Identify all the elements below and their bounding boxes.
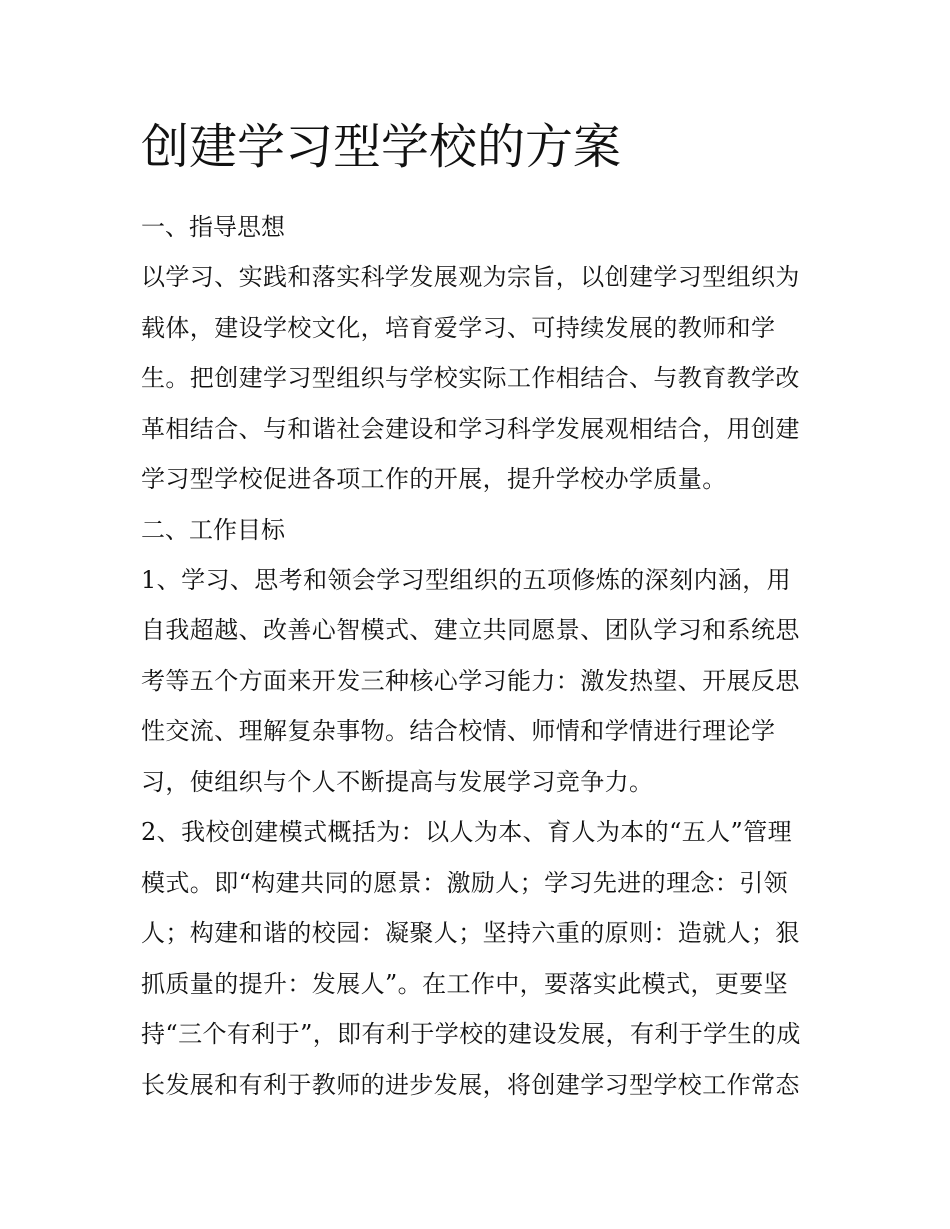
paragraph-line: 长发展和有利于教师的进步发展，将创建学习型学校工作常态 — [141, 1070, 800, 1099]
paragraph-line: 革相结合、与和谐社会建设和学习科学发展观相结合，用创建 — [141, 414, 800, 443]
paragraph-line: 性交流、理解复杂事物。结合校情、师情和学情进行理论学 — [141, 717, 776, 745]
paragraph-line: 考等五个方面来开发三种核心学习能力：激发热望、开展反思 — [141, 666, 800, 695]
paragraph-line: 学习型学校促进各项工作的开展，提升学校办学质量。 — [141, 465, 727, 493]
paragraph-line: 自我超越、改善心智模式、建立共同愿景、团队学习和系统思 — [141, 616, 800, 644]
paragraph-line: 习，使组织与个人不断提高与发展学习竞争力。 — [141, 767, 654, 796]
paragraph-line: 1、学习、思考和领会学习型组织的五项修炼的深刻内涵，用 — [141, 565, 792, 594]
paragraph-line: 持“三个有利于”，即有利于学校的建设发展，有利于学生的成 — [141, 1020, 801, 1048]
paragraph-line: 生。把创建学习型组织与学校实际工作相结合、与教育教学改 — [141, 364, 800, 392]
paragraph-line: 抓质量的提升：发展人”。在工作中，要落实此模式，更要坚 — [141, 969, 789, 998]
section-work-goals — [141, 505, 813, 1111]
paragraph-line: 以学习、实践和落实科学发展观为宗旨，以创建学习型组织为 — [141, 263, 800, 291]
document-page — [141, 112, 813, 1110]
section-heading: 二、工作目标 — [141, 515, 285, 544]
paragraph-line: 载体，建设学校文化，培育爱学习、可持续发展的教师和学 — [141, 313, 776, 342]
paragraph-line: 2、我校创建模式概括为：以人为本、育人为本的“五人”管理 — [141, 818, 793, 846]
section-heading: 一、指导思想 — [141, 213, 285, 241]
section-guiding-ideology — [141, 202, 813, 505]
paragraph-line: 模式。即“构建共同的愿景：激励人；学习先进的理念：引领 — [141, 868, 789, 897]
document-title: 创建学习型学校的方案 — [141, 119, 622, 175]
paragraph-line: 人；构建和谐的校园：凝聚人；坚持六重的原则：造就人；狠 — [141, 919, 800, 947]
